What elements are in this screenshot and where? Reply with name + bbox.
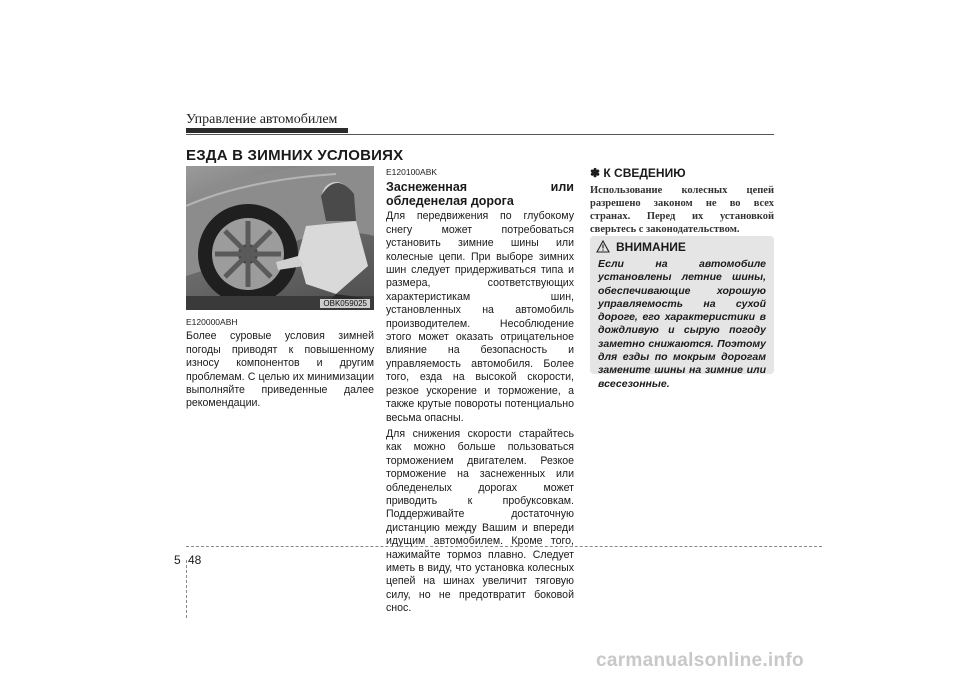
header-title: Управление автомобилем <box>186 112 338 127</box>
warning-title: ВНИМАНИЕ <box>616 240 686 254</box>
warning-header <box>596 240 686 254</box>
footer-rule <box>186 546 822 547</box>
intro-paragraph: Более суровые условия зимней погоды приводят к повышенному износу компонентов и другим проблемам. С целью их минимизации выполняйте приведенные далее рекомендации. <box>186 330 374 410</box>
intro-code: E120000ABH <box>186 317 238 327</box>
section-number: 5 <box>174 553 181 567</box>
warning-box <box>590 236 774 390</box>
tire-illustration <box>186 166 374 310</box>
photo-code-label: OBK059025 <box>320 299 370 308</box>
snow-road-code: E120100ABK <box>386 167 438 177</box>
intro-column <box>186 316 374 414</box>
snow-road-paragraph-1: Для передвижения по глубокому снегу может потребоваться установить зимние шины или колесные цепи. При выборе зимних шин следует придерживаться типа и размера, соответствующих характеристикам шин, установленных на автомобиль производителем. Несоблюдение этого может оказать отрицательное влияние на безопасность и управляемость автомобиля. Более того, езда на высокой скорости, резкое ускорение и торможение, а также крутые повороты потенциально весьма опасны. <box>386 210 574 424</box>
tire-photo <box>186 166 374 310</box>
section-title: ЕЗДА В ЗИМНИХ УСЛОВИЯХ <box>186 147 404 164</box>
snow-road-paragraph-2: Для снижения скорости старайтесь как можно больше пользоваться торможением двигателем. Резкое торможение на заснеженных или обледенелых дорогах может приводить к пробуксовкам. Поддерживайте достаточную дистанцию между Вашим и впереди идущим автомобилем. Кроме того, нажимайте тормоз плавно. Следует иметь в виду, что установка колесных цепей на шинах увеличит тяговую силу, но не предотвратит боковой снос. <box>386 427 574 615</box>
warning-text: Если на автомобиле установлены летние шины, обеспечивающие хорошую управляемость на сухой дороге, его характеристики в дождливую и сырую погоду заметно снижаются. Поэтому для езды по мокрым дорогам замените шины на зимние или всесезонные. <box>598 258 766 390</box>
snow-road-heading: Заснеженная или обледенелая дорога <box>386 180 574 209</box>
page-number: 48 <box>188 553 202 567</box>
footer-divider <box>186 560 187 618</box>
watermark-text: carmanualsonline.info <box>596 650 804 671</box>
snow-road-column <box>386 166 574 619</box>
header-bar <box>186 128 348 133</box>
header-rule <box>186 134 774 135</box>
info-title: ✽ К СВЕДЕНИЮ <box>590 166 686 180</box>
warning-triangle-icon <box>596 240 610 253</box>
info-text: Использование колесных цепей разрешено законом не во всех странах. Перед их установкой сверьтесь с законодательством. <box>590 185 774 235</box>
